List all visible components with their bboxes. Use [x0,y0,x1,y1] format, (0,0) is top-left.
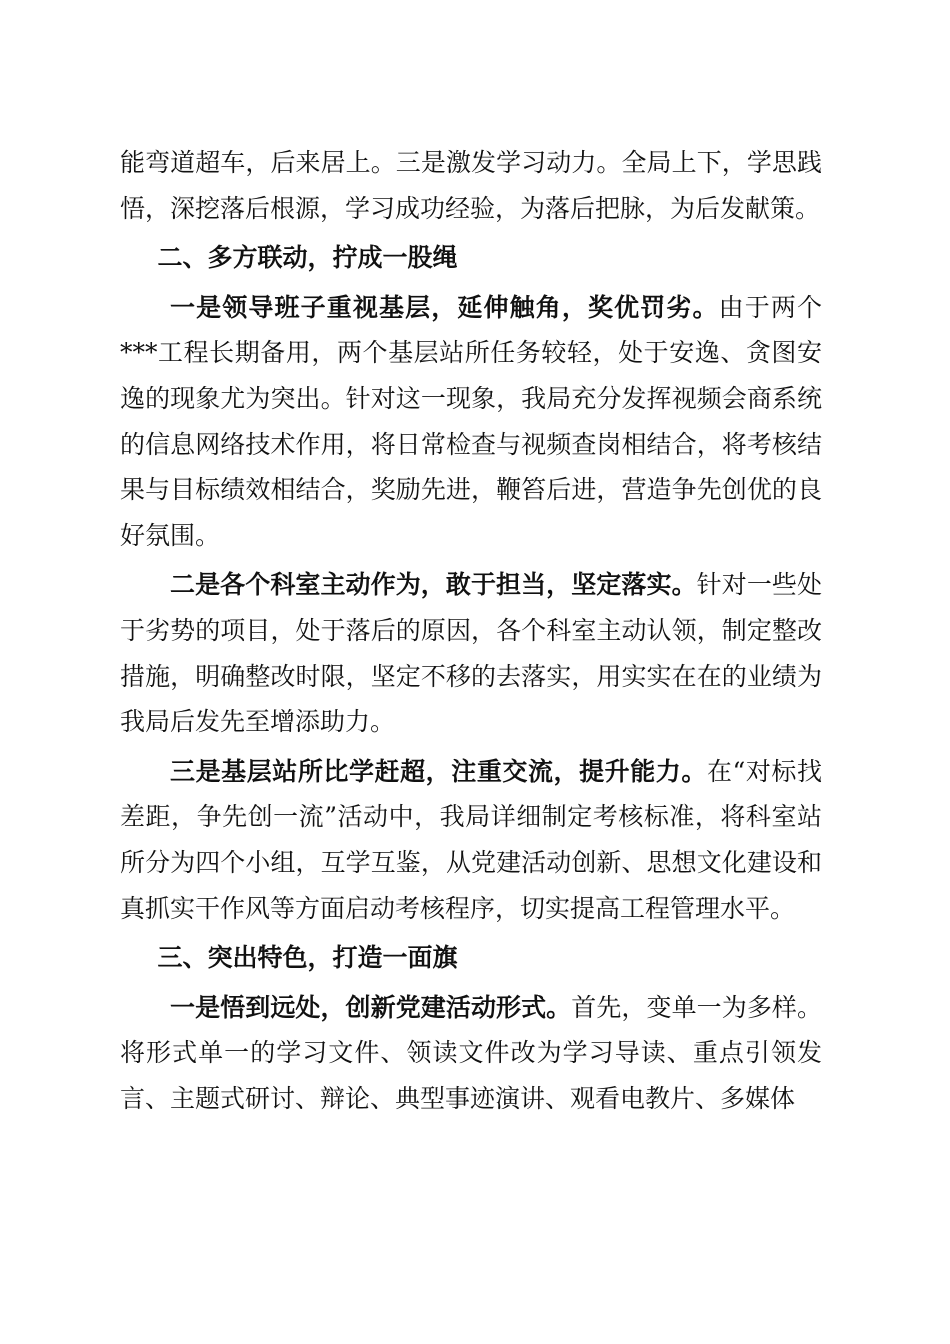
section-3-item-1-body: 首先，变单一为多样。将形式单一的学习文件、领读文件改为学习导读、重点引领发言、主题式研讨、辩论、典型事迹演讲、观看电教片、多媒体 [120,992,822,1113]
section-2-item-3-lead: 三是基层站所比学赶超，注重交流，提升能力。 [170,756,707,786]
section-3-item-1 [120,985,822,1122]
paragraph-continuation: 能弯道超车，后来居上。三是激发学习动力。全局上下，学思践悟，深挖落后根源，学习成功经验，为落后把脉，为后发献策。 [120,148,822,223]
section-2-item-3-body: 在“对标找差距，争先创一流”活动中，我局详细制定考核标准，将科室站所分为四个小组，互学互鉴，从党建活动创新、思想文化建设和真抓实干作风等方面启动考核程序，切实提高工程管理水平。 [120,756,822,923]
section-3-item-1-lead: 一是悟到远处，创新党建活动形式。 [170,992,572,1022]
section-2-heading: 二、多方联动，拧成一股绳 [157,243,458,273]
section-2-item-3 [120,749,822,931]
section-2-item-2-body: 针对一些处于劣势的项目，处于落后的原因，各个科室主动认领，制定整改措施，明确整改时限，坚定不移的去落实，用实实在在的业绩为我局后发先至增添助力。 [120,570,822,737]
section-3-heading: 三、突出特色，打造一面旗 [157,943,458,973]
section-2-item-1 [120,285,822,559]
section-2-item-1-lead: 一是领导班子重视基层，延伸触角，奖优罚劣。 [170,292,719,322]
document-page [120,140,822,1121]
section-2-item-2-lead: 二是各个科室主动作为，敢于担当，坚定落实。 [170,570,697,600]
section-2-item-2 [120,562,822,744]
section-2-item-1-body: 由于两个***工程长期备用，两个基层站所任务较轻，处于安逸、贪图安逸的现象尤为突出。针对这一现象，我局充分发挥视频会商系统的信息网络技术作用，将日常检查与视频查岗相结合，将考核结果与目标绩效相结合，奖励先进，鞭笞后进，营造争先创优的良好氛围。 [120,292,822,550]
